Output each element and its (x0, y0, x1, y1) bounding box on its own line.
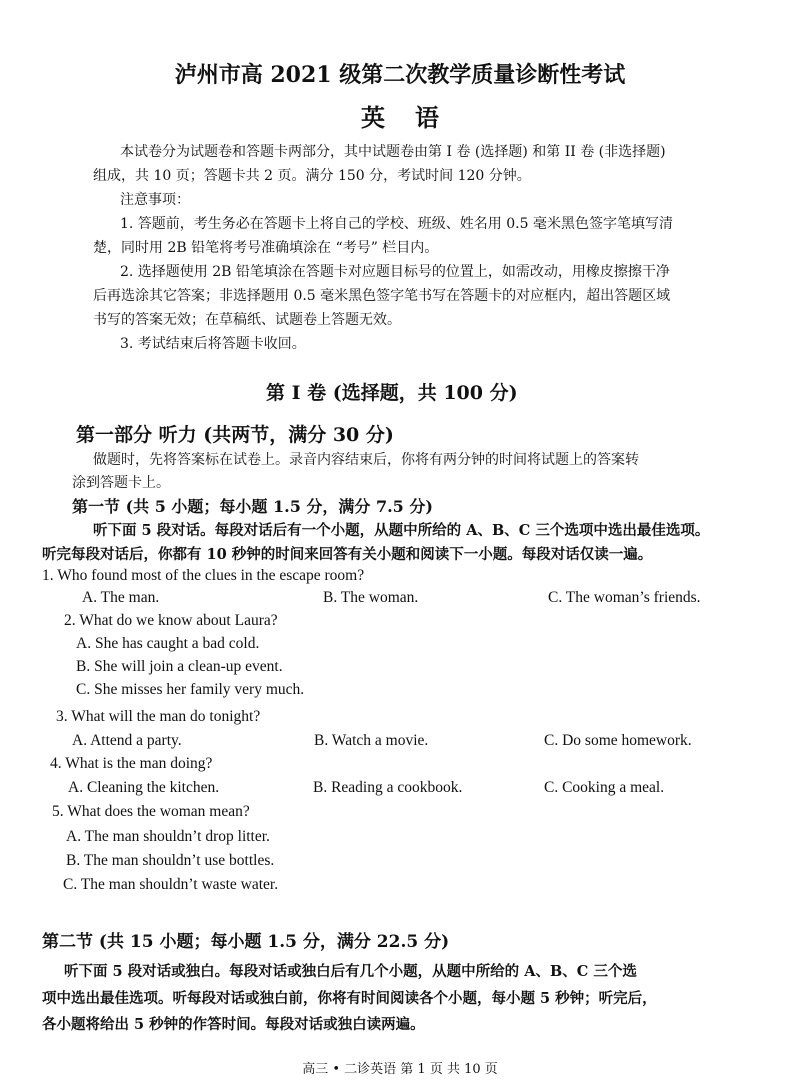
question-stem: 2. What do we know about Laura? (64, 612, 278, 629)
option-b[interactable]: B. Reading a cookbook. (313, 779, 463, 796)
subject-title: 英语 (361, 103, 469, 132)
intro-line-1: 本试卷分为试题卷和答题卡两部分，其中试题卷由第 I 卷 (选择题) 和第 II 卷 (非选择题) (120, 144, 666, 160)
part-1-desc-line-2: 涂到答题卡上。 (72, 475, 170, 491)
question-stem: 3. What will the man do tonight? (56, 708, 261, 725)
subsection-2-heading: 第二节 (共 15 小题；每小题 1.5 分，满分 22.5 分) (42, 932, 450, 952)
option-a[interactable]: A. Attend a party. (72, 732, 182, 749)
page-footer: 高三 • 二诊英语 第 1 页 共 10 页 (302, 1062, 498, 1077)
option-c[interactable]: C. Do some homework. (544, 732, 692, 749)
subsection-1-heading: 第一节 (共 5 小题；每小题 1.5 分，满分 7.5 分) (72, 497, 433, 516)
option-a[interactable]: A. She has caught a bad cold. (76, 635, 260, 652)
subsection-1-desc-line-1: 听下面 5 段对话。每段对话后有一个小题，从题中所给的 A、B、C 三个选项中选出最佳选项。 (93, 522, 710, 539)
question-stem: 1. Who found most of the clues in the escape room? (42, 567, 365, 584)
section-1-heading: 第 I 卷 (选择题，共 100 分) (266, 382, 518, 404)
subsection-2-desc-line-3: 各小题将给出 5 秒钟的作答时间。每段对话或独白读两遍。 (42, 1016, 425, 1033)
question-stem: 5. What does the woman mean? (52, 803, 250, 820)
part-1-heading: 第一部分 听力 (共两节，满分 30 分) (76, 424, 394, 446)
note-2-line-3: 书写的答案无效；在草稿纸、试题卷上答题无效。 (93, 312, 401, 328)
option-a[interactable]: A. The man. (82, 589, 160, 606)
option-c[interactable]: C. She misses her family very much. (76, 681, 305, 698)
note-3: 3. 考试结束后将答题卡收回。 (120, 336, 306, 352)
note-2-line-2: 后再选涂其它答案；非选择题用 0.5 毫米黑色签字笔书写在答题卡的对应框内，超出答题区域 (93, 288, 671, 304)
part-1-desc-line-1: 做题时，先将答案标在试卷上。录音内容结束后，你将有两分钟的时间将试题上的答案转 (93, 452, 639, 468)
intro-line-2: 组成，共 10 页；答题卡共 2 页。满分 150 分，考试时间 120 分钟。 (93, 168, 531, 184)
option-a[interactable]: A. The man shouldn’t drop litter. (66, 828, 270, 845)
option-c[interactable]: C. The woman’s friends. (548, 589, 701, 606)
subsection-1-desc-line-2: 听完每段对话后，你都有 10 秒钟的时间来回答有关小题和阅读下一小题。每段对话仅读一遍。 (42, 546, 653, 563)
notes-label: 注意事项： (120, 192, 190, 208)
option-c[interactable]: C. Cooking a meal. (544, 779, 665, 796)
subsection-2-desc-line-1: 听下面 5 段对话或独白。每段对话或独白后有几个小题，从题中所给的 A、B、C 三个选 (64, 963, 637, 980)
option-b[interactable]: B. She will join a clean-up event. (76, 658, 283, 675)
note-2-line-1: 2. 选择题使用 2B 铅笔填涂在答题卡对应题目标号的位置上，如需改动，用橡皮擦擦干净 (120, 264, 670, 280)
note-1-line-2: 楚，同时用 2B 铅笔将考号准确填涂在 “考号” 栏目内。 (93, 240, 439, 256)
option-b[interactable]: B. The man shouldn’t use bottles. (66, 852, 275, 869)
question-stem: 4. What is the man doing? (50, 755, 213, 772)
subsection-2-desc-line-2: 项中选出最佳选项。听每段对话或独白前，你将有时间阅读各个小题，每小题 5 秒钟；听完后， (42, 990, 657, 1007)
option-b[interactable]: B. Watch a movie. (314, 732, 429, 749)
exam-title: 泸州市高 2021 级第二次教学质量诊断性考试 (174, 62, 626, 88)
option-a[interactable]: A. Cleaning the kitchen. (68, 779, 220, 796)
note-1-line-1: 1. 答题前，考生务必在答题卡上将自己的学校、班级、姓名用 0.5 毫米黑色签字笔填写清 (120, 216, 673, 232)
option-b[interactable]: B. The woman. (323, 589, 419, 606)
option-c[interactable]: C. The man shouldn’t waste water. (63, 876, 279, 893)
